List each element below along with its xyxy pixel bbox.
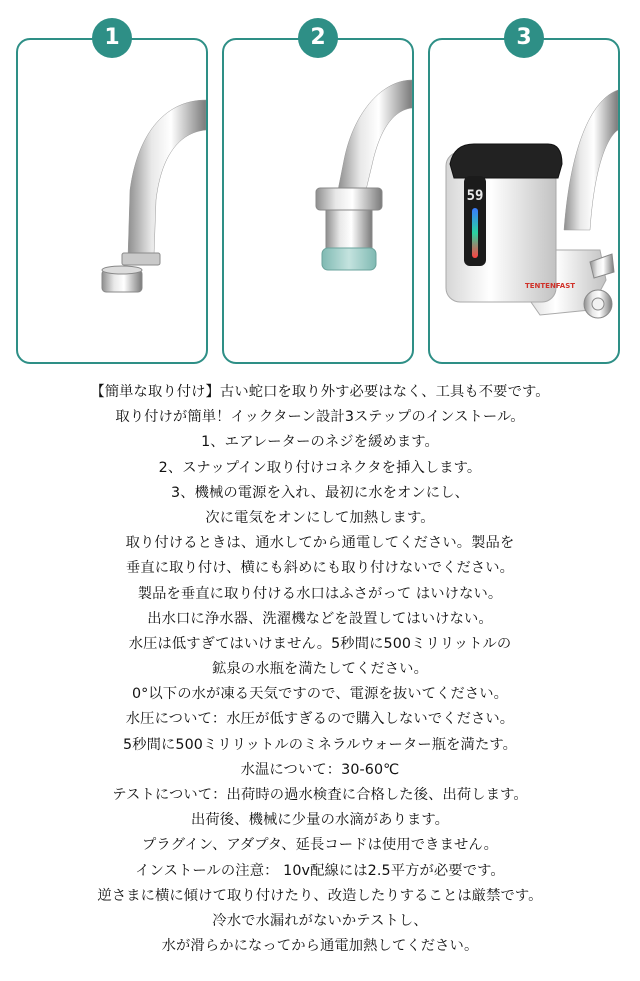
instruction-line: 【簡単な取り付け】古い蛇口を取り外す必要はなく、工具も不要です。	[90, 384, 550, 400]
instruction-line: 逆さまに横に傾けて取り付けたり、改造したりすることは厳禁です。	[97, 887, 543, 904]
instruction-line: 水圧は低すぎてはいけません。5秒間に500ミリリットルの	[128, 635, 512, 652]
brand-label: TENTENFAST	[524, 282, 576, 290]
step-3-badge: 3	[504, 18, 544, 58]
installation-instructions	[0, 380, 640, 959]
instruction-line: 5秒間に500ミリリットルのミネラルウォーター瓶を満たす。	[123, 736, 517, 753]
instruction-line: 水圧について：水圧が低すぎるので購入しないでください。	[125, 711, 515, 728]
instruction-line: 次に電気をオンにして加熱します。	[205, 509, 435, 526]
instruction-line: インストールの注意： 10v配線には2.5平方が必要です。	[135, 862, 505, 879]
faucet-adapter-attached-image	[224, 40, 412, 362]
display-readout: 59	[466, 188, 484, 204]
step-1-panel	[16, 38, 208, 364]
instruction-line: 1、エアレーターのネジを緩めます。	[201, 434, 439, 451]
instruction-line: 鉱泉の水瓶を満たしてください。	[212, 661, 428, 678]
instruction-line: 垂直に取り付け、横にも斜めにも取り付けないでください。	[125, 560, 515, 577]
installation-steps	[0, 0, 640, 370]
instruction-line: 3、機械の電源を入れ、最初に水をオンにし、	[171, 484, 469, 501]
instruction-line: 出荷後、機械に少量の水滴があります。	[191, 812, 449, 829]
instruction-line: テストについて：出荷時の過水検査に合格した後、出荷します。	[112, 787, 528, 803]
instruction-line: 0°以下の水が凍る天気ですので、電源を抜いてください。	[131, 686, 509, 703]
instruction-line: 取り付けが簡単！イックターン設計3ステップのインストール。	[115, 409, 525, 426]
step-2-badge: 2	[298, 18, 338, 58]
step-2-panel	[222, 38, 414, 364]
step-3-panel	[428, 38, 620, 364]
faucet-aerator-removed-image	[18, 40, 206, 362]
heater-installed-image	[430, 40, 618, 362]
instruction-line: プラグイン、アダプタ、延長コードは使用できません。	[141, 837, 499, 854]
instruction-line: 冷水で水漏れがないかテストし、	[212, 912, 428, 929]
step-1-badge: 1	[92, 18, 132, 58]
instruction-line: 水が滑らかになってから通電加熱してください。	[161, 938, 479, 955]
instruction-line: 出水口に浄水器、洗濯機などを設置してはいけない。	[147, 610, 493, 627]
instruction-line: 取り付けるときは、通水してから通電してください。製品を	[125, 535, 515, 552]
instruction-line: 2、スナップイン取り付けコネクタを挿入します。	[158, 459, 482, 476]
instruction-line: 水温について：30-60℃	[240, 761, 400, 778]
instruction-line: 製品を垂直に取り付ける水口はふさがって はいけない。	[137, 585, 503, 602]
